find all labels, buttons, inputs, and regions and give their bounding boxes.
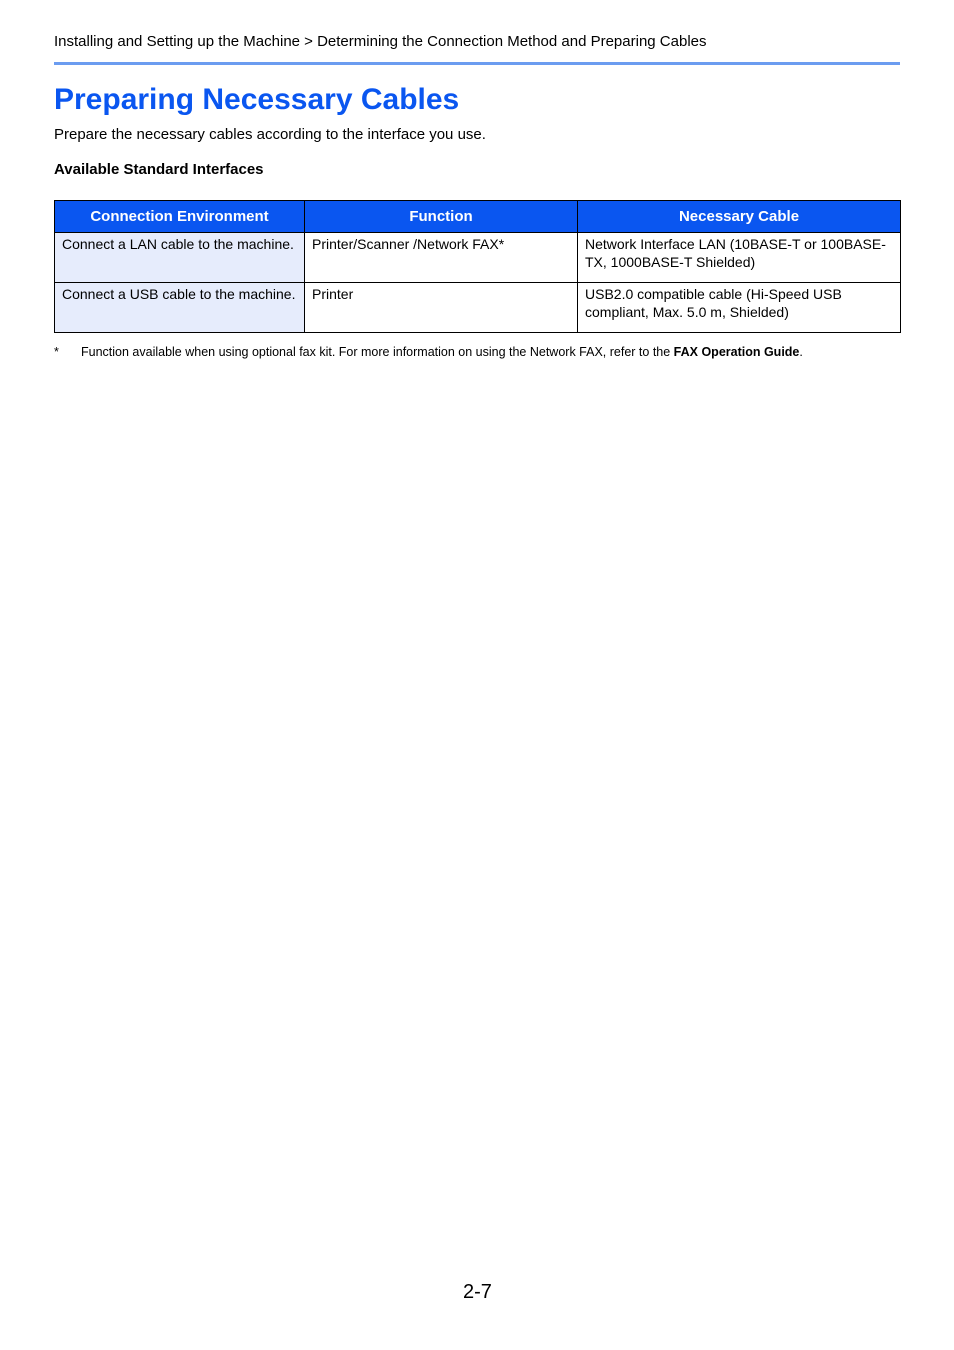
- cell-function: Printer/Scanner /Network FAX*: [305, 233, 578, 283]
- footnote-end: .: [799, 345, 803, 359]
- intro-text: Prepare the necessary cables according to the interface you use.: [54, 126, 486, 143]
- table-header-row: [55, 201, 901, 233]
- page-title: Preparing Necessary Cables: [54, 83, 460, 116]
- interfaces-table: [54, 200, 901, 333]
- fax-operation-guide-reference: FAX Operation Guide: [673, 345, 800, 359]
- table-row: [55, 233, 901, 283]
- footnote-marker: *: [54, 345, 59, 359]
- column-header-cable: Necessary Cable: [578, 201, 901, 233]
- table-row: [55, 283, 901, 333]
- footnote-text: Function available when using optional fax kit. For more information on using the Network FAX, refer to the: [81, 345, 674, 359]
- page-number: 2-7: [463, 1281, 492, 1303]
- footnote: [54, 344, 803, 360]
- header-divider: [54, 62, 900, 65]
- column-header-environment: Connection Environment: [55, 201, 305, 233]
- cell-environment: Connect a USB cable to the machine.: [55, 283, 305, 333]
- cell-cable: Network Interface LAN (10BASE-T or 100BASE-TX, 1000BASE-T Shielded): [578, 233, 901, 283]
- column-header-function: Function: [305, 201, 578, 233]
- cell-cable: USB2.0 compatible cable (Hi-Speed USB compliant, Max. 5.0 m, Shielded): [578, 283, 901, 333]
- subheading: Available Standard Interfaces: [54, 161, 264, 178]
- cell-environment: Connect a LAN cable to the machine.: [55, 233, 305, 283]
- breadcrumb: Installing and Setting up the Machine > Determining the Connection Method and Preparing Cables: [54, 33, 707, 50]
- cell-function: Printer: [305, 283, 578, 333]
